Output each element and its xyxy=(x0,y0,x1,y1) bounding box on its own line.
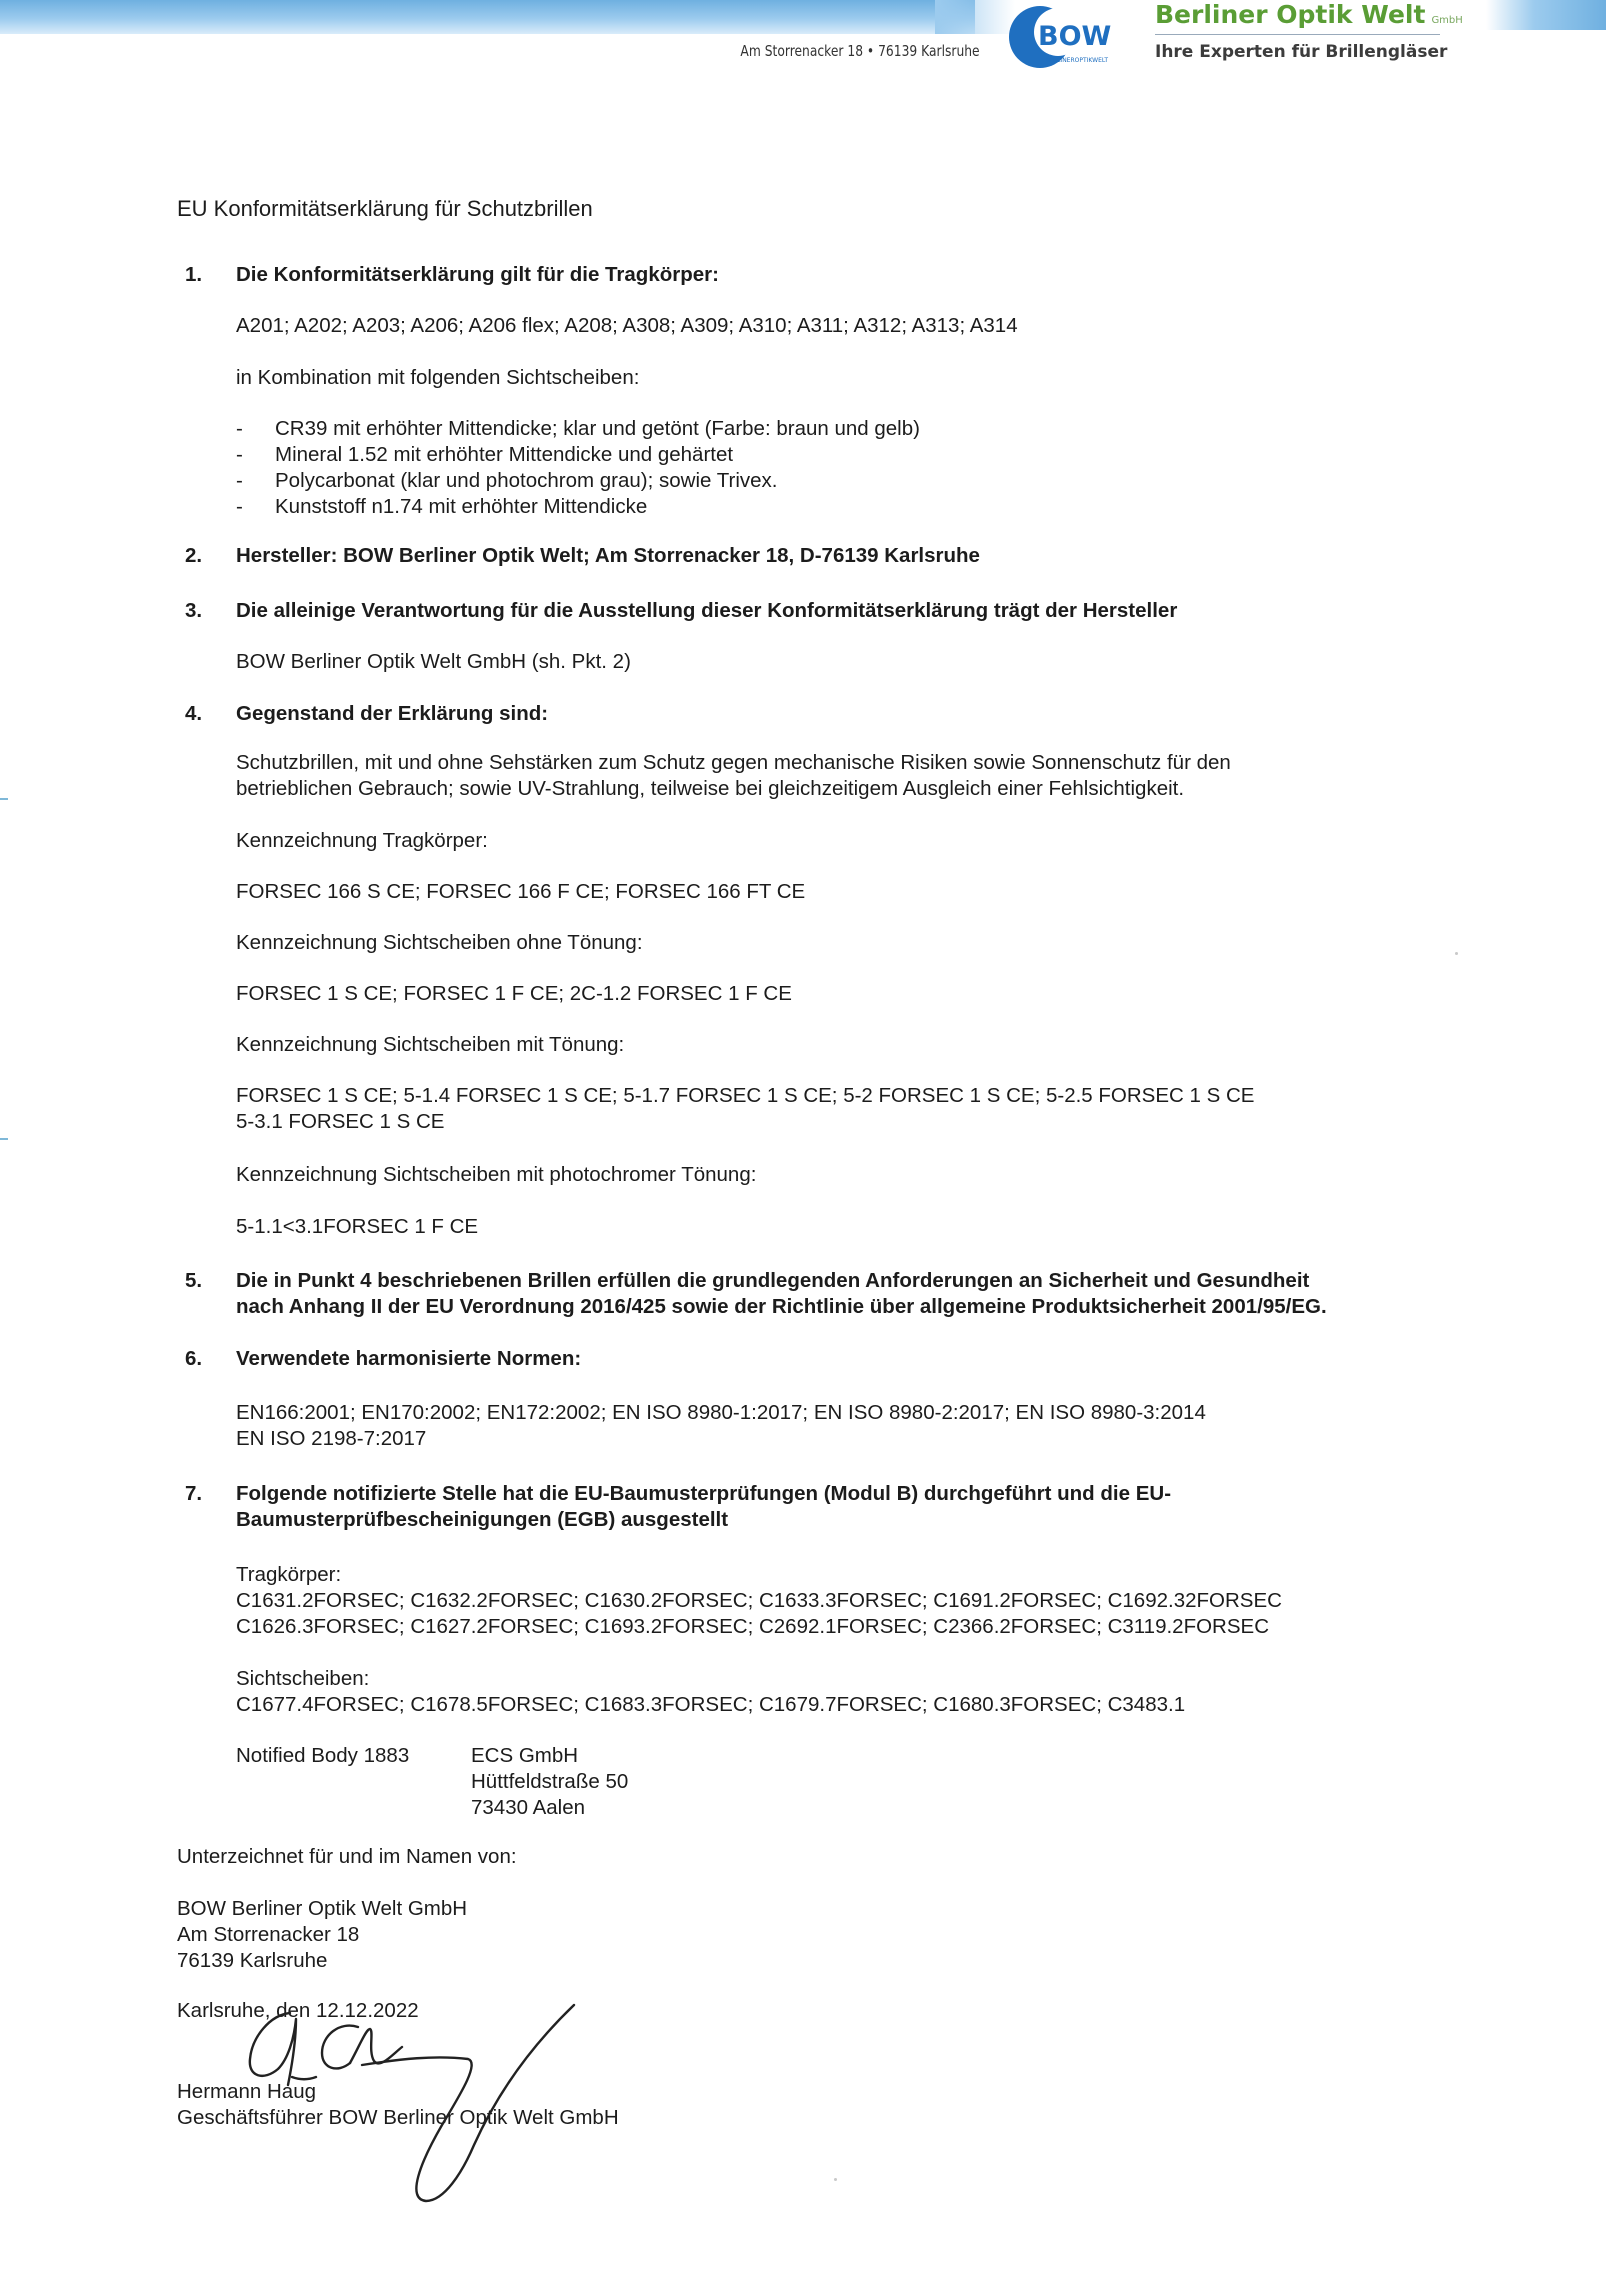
subject-paragraph-line: Schutzbrillen, mit und ohne Sehstärken zum Schutz gegen mechanische Risiken sowie Sonnenschutz für den xyxy=(236,751,1231,774)
scan-speck xyxy=(1455,952,1458,955)
section-heading: nach Anhang II der EU Verordnung 2016/425 sowie der Richtlinie über allgemeine Produktsicherheit 2001/95/EG. xyxy=(236,1295,1327,1318)
place-date: Karlsruhe, den 12.12.2022 xyxy=(177,1999,419,2022)
lenses-intro: in Kombination mit folgenden Sichtscheiben: xyxy=(236,366,640,389)
norms-line: EN ISO 2198-7:2017 xyxy=(236,1427,427,1450)
brand-divider xyxy=(1155,34,1440,35)
company-suffix: GmbH xyxy=(1431,15,1463,26)
lens-item: Polycarbonat (klar und photochrom grau); sowie Trivex. xyxy=(275,469,778,492)
lens-item: CR39 mit erhöhter Mittendicke; klar und getönt (Farbe: braun und gelb) xyxy=(275,417,920,440)
company-tagline: Ihre Experten für Brillengläser xyxy=(1155,42,1448,62)
company-brand xyxy=(1155,0,1463,29)
logo-text: BOW xyxy=(1038,21,1112,52)
marking-label: Kennzeichnung Sichtscheiben mit Tönung: xyxy=(236,1033,625,1056)
certificates-line: C1631.2FORSEC; C1632.2FORSEC; C1630.2FORSEC; C1633.3FORSEC; C1691.2FORSEC; C1692.32FORSEC xyxy=(236,1589,1282,1612)
notified-body-city: 73430 Aalen xyxy=(471,1796,586,1819)
marking-value: 5-1.1<3.1FORSEC 1 F CE xyxy=(236,1215,479,1238)
marking-value: FORSEC 1 S CE; 5-1.4 FORSEC 1 S CE; 5-1.7 FORSEC 1 S CE; 5-2 FORSEC 1 S CE; 5-2.5 FORSEC 1 S CE xyxy=(236,1084,1255,1107)
header-gradient-right xyxy=(1486,0,1606,30)
notified-body-name: ECS GmbH xyxy=(471,1744,579,1767)
section-heading: Die Konformitätserklärung gilt für die Tragkörper: xyxy=(236,263,719,286)
list-dash: - xyxy=(236,495,243,518)
section-number: 3. xyxy=(185,599,203,622)
section-heading: Gegenstand der Erklärung sind: xyxy=(236,702,549,725)
list-dash: - xyxy=(236,469,243,492)
section-heading: Die alleinige Verantwortung für die Ausstellung dieser Konformitätserklärung trägt der Hersteller xyxy=(236,599,1178,622)
signer-role: Geschäftsführer BOW Berliner Optik Welt GmbH xyxy=(177,2106,619,2129)
certificates-line: C1677.4FORSEC; C1678.5FORSEC; C1683.3FORSEC; C1679.7FORSEC; C1680.3FORSEC; C3483.1 xyxy=(236,1693,1186,1716)
marking-label: Kennzeichnung Sichtscheiben ohne Tönung: xyxy=(236,931,643,954)
bow-logo xyxy=(1000,4,1130,70)
scan-margin-mark xyxy=(0,798,8,800)
norms-line: EN166:2001; EN170:2002; EN172:2002; EN ISO 8980-1:2017; EN ISO 8980-2:2017; EN ISO 8980-3:2014 xyxy=(236,1401,1206,1424)
section-heading: Die in Punkt 4 beschriebenen Brillen erfüllen die grundlegenden Anforderungen an Sicherheit und Gesundheit xyxy=(236,1269,1310,1292)
company-line: Am Storrenacker 18 xyxy=(177,1923,360,1946)
lens-item: Kunststoff n1.74 mit erhöhter Mittendicke xyxy=(275,495,648,518)
company-line: BOW Berliner Optik Welt GmbH xyxy=(177,1897,468,1920)
company-name: Berliner Optik Welt xyxy=(1155,0,1426,29)
marking-value: FORSEC 166 S CE; FORSEC 166 F CE; FORSEC 166 FT CE xyxy=(236,880,806,903)
marking-label: Kennzeichnung Sichtscheiben mit photochromer Tönung: xyxy=(236,1163,757,1186)
section-heading: Baumusterprüfbescheinigungen (EGB) ausgestellt xyxy=(236,1508,729,1531)
certificates-line: C1626.3FORSEC; C1627.2FORSEC; C1693.2FORSEC; C2692.1FORSEC; C2366.2FORSEC; C3119.2FORSEC xyxy=(236,1615,1270,1638)
section-number: 5. xyxy=(185,1269,203,1292)
section-number: 4. xyxy=(185,702,203,725)
frame-list: A201; A202; A203; A206; A206 flex; A208; A308; A309; A310; A311; A312; A313; A314 xyxy=(236,314,1018,337)
marking-value: FORSEC 1 S CE; FORSEC 1 F CE; 2C-1.2 FORSEC 1 F CE xyxy=(236,982,792,1005)
section-number: 7. xyxy=(185,1482,203,1505)
section-number: 1. xyxy=(185,263,203,286)
signed-for-label: Unterzeichnet für und im Namen von: xyxy=(177,1845,517,1868)
scan-margin-mark xyxy=(0,1138,8,1140)
notified-body-label: Notified Body 1883 xyxy=(236,1744,410,1767)
section-number: 2. xyxy=(185,544,203,567)
company-line: 76139 Karlsruhe xyxy=(177,1949,328,1972)
header-gradient-left xyxy=(0,0,975,34)
handwritten-signature xyxy=(230,1985,610,2205)
section-heading: Folgende notifizierte Stelle hat die EU-Baumusterprüfungen (Modul B) durchgeführt und die EU- xyxy=(236,1482,1172,1505)
section-number: 6. xyxy=(185,1347,203,1370)
section-heading: Hersteller: BOW Berliner Optik Welt; Am Storrenacker 18, D-76139 Karlsruhe xyxy=(236,544,980,567)
marking-label: Kennzeichnung Tragkörper: xyxy=(236,829,488,852)
certificates-label: Tragkörper: xyxy=(236,1563,342,1586)
certificates-label: Sichtscheiben: xyxy=(236,1667,370,1690)
list-dash: - xyxy=(236,417,243,440)
document-title: EU Konformitätserklärung für Schutzbrillen xyxy=(177,196,593,221)
notified-body-street: Hüttfeldstraße 50 xyxy=(471,1770,629,1793)
scan-speck xyxy=(834,2178,837,2181)
subject-paragraph-line: betrieblichen Gebrauch; sowie UV-Strahlung, teilweise bei gleichzeitigem Ausgleich einer Fehlsichtigkeit. xyxy=(236,777,1185,800)
signer-name: Hermann Haug xyxy=(177,2080,317,2103)
marking-value: 5-3.1 FORSEC 1 S CE xyxy=(236,1110,445,1133)
manufacturer-text: BOW Berliner Optik Welt GmbH (sh. Pkt. 2) xyxy=(236,650,631,673)
letterhead-address: Am Storrenacker 18 • 76139 Karlsruhe xyxy=(740,42,980,60)
list-dash: - xyxy=(236,443,243,466)
section-heading: Verwendete harmonisierte Normen: xyxy=(236,1347,582,1370)
logo-subtext: BERLINEROPTIKWELT xyxy=(1045,57,1109,64)
lens-item: Mineral 1.52 mit erhöhter Mittendicke und gehärtet xyxy=(275,443,734,466)
